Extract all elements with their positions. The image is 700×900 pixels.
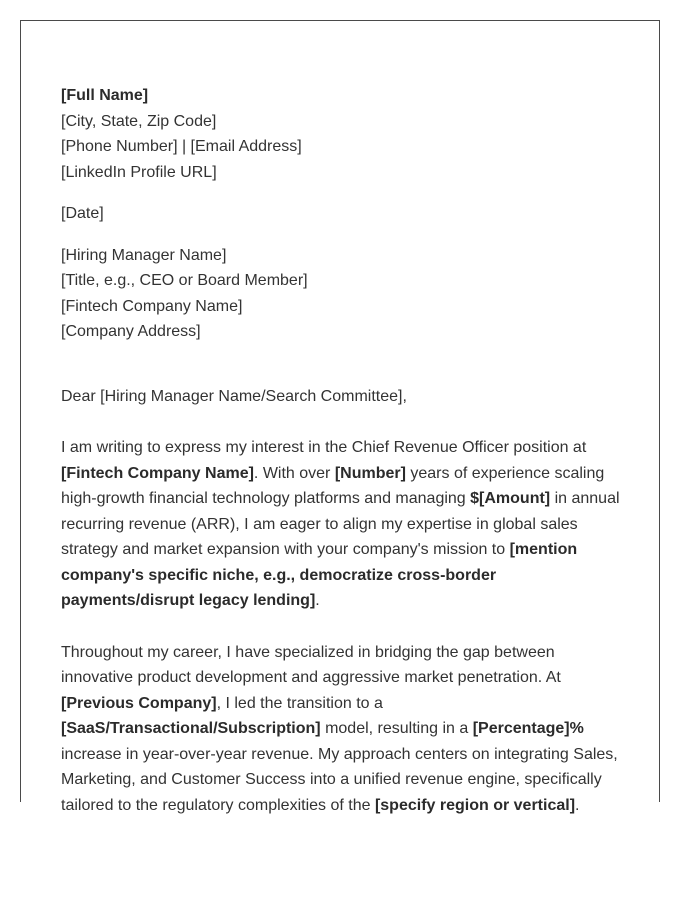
p2-text-1: Throughout my career, I have specialized in bridging the gap between innovative product development and aggressive market penetration. At bbox=[61, 643, 561, 686]
p1-text-2: . With over bbox=[253, 464, 335, 482]
recipient-company-address: [Company Address] bbox=[61, 323, 201, 340]
recipient-title: [Title, e.g., CEO or Board Member] bbox=[61, 272, 308, 289]
sender-city-state-zip: [City, State, Zip Code] bbox=[61, 112, 217, 130]
recipient-block bbox=[61, 243, 627, 345]
document-page bbox=[20, 20, 660, 814]
paragraph-experience bbox=[61, 640, 627, 819]
sender-linkedin: [LinkedIn Profile URL] bbox=[61, 163, 217, 181]
recipient-hiring-manager: [Hiring Manager Name] bbox=[61, 246, 227, 264]
sender-block bbox=[61, 83, 627, 185]
p1-text-1: I am writing to express my interest in the Chief Revenue Officer position at bbox=[61, 439, 587, 456]
letter-body bbox=[61, 83, 627, 818]
p2-region-placeholder: [specify region or vertical] bbox=[374, 796, 576, 814]
p1-years-placeholder: [Number] bbox=[334, 464, 406, 482]
p2-text-3: model, resulting in a bbox=[320, 720, 473, 737]
letter-date: [Date] bbox=[61, 205, 104, 222]
p1-company-placeholder: [Fintech Company Name] bbox=[61, 464, 254, 482]
p1-amount-placeholder: $[Amount] bbox=[470, 490, 551, 507]
p2-text-5: . bbox=[575, 796, 580, 814]
p2-previous-company-placeholder: [Previous Company] bbox=[61, 694, 217, 712]
paragraph-intro bbox=[61, 435, 627, 614]
p1-text-4: in annual recurring revenue (ARR), I am eager to align my expertise in global sales strategy and market expansion with your company's mission to bbox=[61, 490, 620, 558]
p2-percentage-placeholder: [Percentage]% bbox=[472, 720, 584, 737]
p1-text-3: years of experience scaling high-growth financial technology platforms and managing bbox=[61, 464, 605, 507]
recipient-company-name: [Fintech Company Name] bbox=[61, 297, 243, 315]
p1-text-5: . bbox=[315, 592, 320, 609]
salutation: Dear [Hiring Manager Name/Search Committee], bbox=[61, 387, 407, 405]
sender-phone-email: [Phone Number] | [Email Address] bbox=[61, 138, 302, 155]
p2-model-placeholder: [SaaS/Transactional/Subscription] bbox=[61, 720, 321, 737]
p2-text-2: , I led the transition to a bbox=[216, 694, 383, 712]
p2-text-4: increase in year-over-year revenue. My approach centers on integrating Sales, Marketing, and Customer Success into a unified revenue engine, specifically tailored to the regulatory complexities of the bbox=[61, 745, 618, 814]
p1-niche-placeholder: [mention company's specific niche, e.g., democratize cross-border payments/disrupt legacy lending] bbox=[61, 541, 578, 609]
sender-full-name: [Full Name] bbox=[61, 87, 149, 104]
